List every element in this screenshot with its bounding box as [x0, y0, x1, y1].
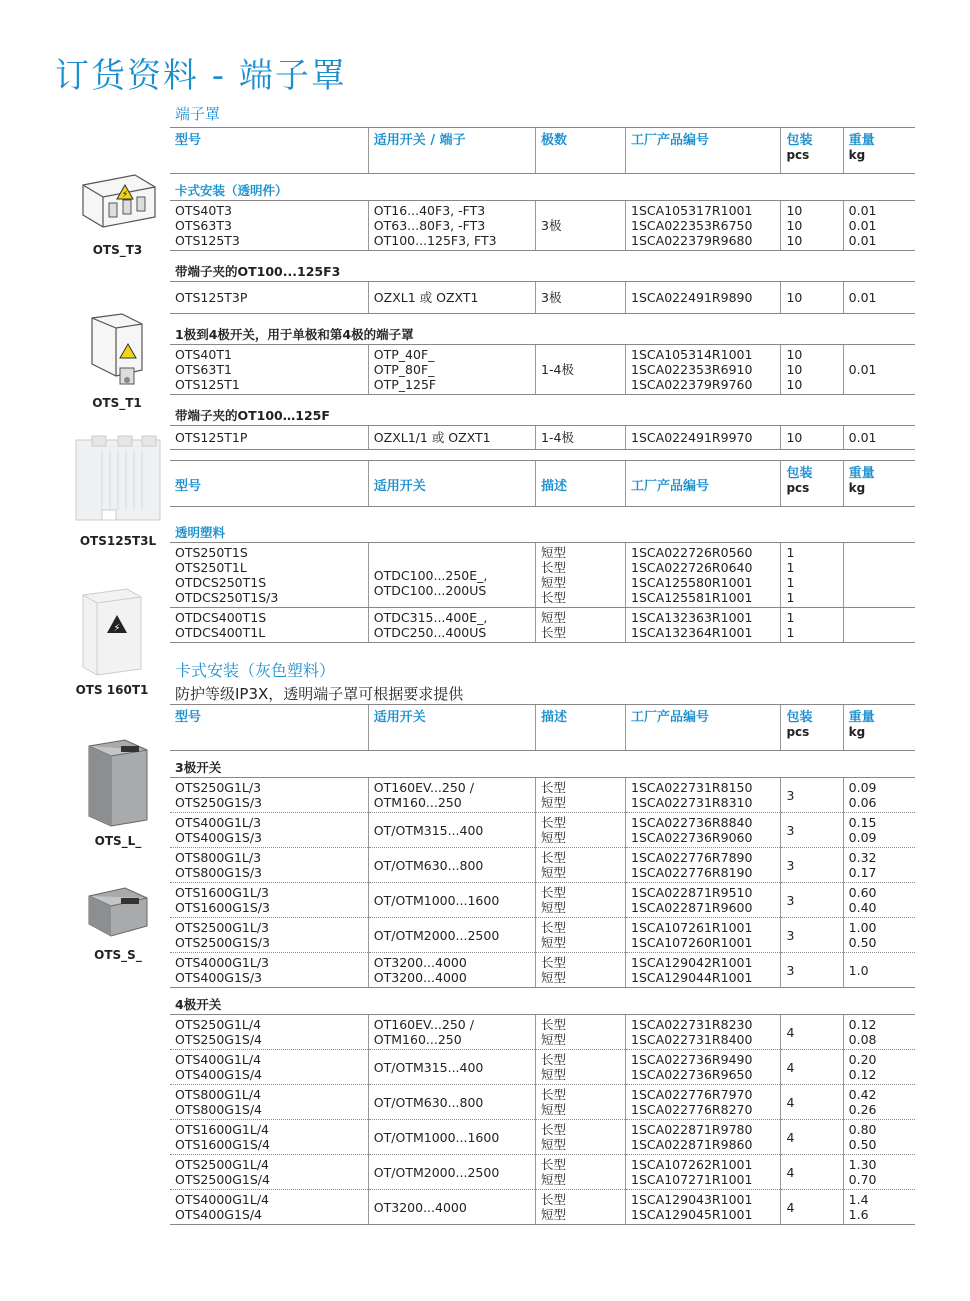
section-title-terminal-covers: 端子罩	[175, 105, 221, 123]
cell-model: OTS40T3 OTS63T3 OTS125T3	[170, 201, 368, 251]
cell-model: OTS4000G1L/3 OTS400G1S/3	[170, 953, 368, 988]
cell-model: OTS4000G1L/4 OTS400G1S/4	[170, 1190, 368, 1225]
cell-weight: 1.0	[843, 953, 915, 988]
header-model: 型号	[170, 705, 368, 751]
cell-desc: 长型 短型	[536, 1190, 626, 1225]
cell-desc: 长型 短型	[536, 1120, 626, 1155]
cell-desc: 长型 短型	[536, 813, 626, 848]
cell-switch: OT16...40F3, -FT3 OT63...80F3, -FT3 OT100...125F3, FT3	[368, 201, 535, 251]
table-row	[170, 608, 915, 643]
table-row	[170, 778, 915, 813]
cell-desc: 长型 短型	[536, 1015, 626, 1050]
cell-code: 1SCA022736R8840 1SCA022736R9060	[626, 813, 781, 848]
cell-code: 1SCA129042R1001 1SCA129044R1001	[626, 953, 781, 988]
header-code: 工厂产品编号	[626, 461, 781, 507]
table-row	[170, 345, 915, 395]
cell-switch: OT/OTM2000...2500	[368, 1155, 535, 1190]
cell-model: OTS400G1L/3 OTS400G1S/3	[170, 813, 368, 848]
header-poles: 极数	[536, 128, 626, 174]
cell-pack: 3	[781, 953, 843, 988]
cell-pack: 1 1	[781, 608, 843, 643]
cell-pack: 3	[781, 918, 843, 953]
header-model: 型号	[170, 461, 368, 507]
cell-code: 1SCA022776R7970 1SCA022776R8270	[626, 1085, 781, 1120]
table-row	[170, 953, 915, 988]
table-row	[170, 848, 915, 883]
cell-code: 1SCA022491R9970	[626, 426, 781, 450]
cell-switch: OTP_40F_ OTP_80F_ OTP_125F	[368, 345, 535, 395]
cell-desc: 长型 短型	[536, 883, 626, 918]
cell-desc: 长型 短型	[536, 1050, 626, 1085]
cell-switch: OT160EV...250 / OTM160...250	[368, 778, 535, 813]
cell-code: 1SCA132363R1001 1SCA132364R1001	[626, 608, 781, 643]
cell-weight: 1.00 0.50	[843, 918, 915, 953]
table-header	[170, 461, 915, 507]
cell-pack: 4	[781, 1190, 843, 1225]
cell-switch: OZXL1/1 或 OZXT1	[368, 426, 535, 450]
cell-weight: 1.30 0.70	[843, 1155, 915, 1190]
cell-code: 1SCA022871R9780 1SCA022871R9860	[626, 1120, 781, 1155]
cell-switch: OT/OTM2000...2500	[368, 918, 535, 953]
table-row	[170, 426, 915, 450]
cell-code: 1SCA105317R1001 1SCA022353R6750 1SCA022379R9680	[626, 201, 781, 251]
cell-pack: 3	[781, 778, 843, 813]
header-switch: 适用开关	[368, 461, 535, 507]
table-header	[170, 128, 915, 174]
cell-desc: 长型 短型	[536, 848, 626, 883]
cell-switch: OT160EV...250 / OTM160...250	[368, 1015, 535, 1050]
transparent-cover-icon	[72, 432, 164, 528]
group-label: 带端子夹的OT100...125F3	[170, 251, 915, 282]
cell-desc: 短型 长型 短型 长型	[536, 543, 626, 608]
table-row	[170, 1190, 915, 1225]
product-label: OTS_S_	[94, 948, 142, 962]
header-pack: 包装 pcs	[781, 461, 843, 507]
cell-poles: 3极	[536, 201, 626, 251]
cell-weight: 0.60 0.40	[843, 883, 915, 918]
header-switch: 适用开关	[368, 705, 535, 751]
cell-model: OTS800G1L/3 OTS800G1S/3	[170, 848, 368, 883]
cell-pack: 3	[781, 813, 843, 848]
header-code: 工厂产品编号	[626, 705, 781, 751]
cell-switch: OT/OTM630...800	[368, 1085, 535, 1120]
cell-model: OTS250T1S OTS250T1L OTDCS250T1S OTDCS250T1S/3	[170, 543, 368, 608]
cell-switch: OT/OTM315...400	[368, 813, 535, 848]
cell-switch: OZXL1 或 OZXT1	[368, 282, 535, 314]
cell-weight: 0.01	[843, 426, 915, 450]
cell-model: OTS125T1P	[170, 426, 368, 450]
cell-model: OTS1600G1L/3 OTS1600G1S/3	[170, 883, 368, 918]
product-ots160t1	[62, 585, 162, 697]
cell-code: 1SCA022491R9890	[626, 282, 781, 314]
cell-weight: 0.09 0.06	[843, 778, 915, 813]
table-header	[170, 705, 915, 751]
table-row	[170, 1155, 915, 1190]
cell-weight	[843, 543, 915, 608]
cell-weight: 0.32 0.17	[843, 848, 915, 883]
table-row	[170, 201, 915, 251]
cell-desc: 短型 长型	[536, 608, 626, 643]
table-row	[170, 883, 915, 918]
page-title: 订货资料 - 端子罩	[55, 56, 347, 96]
group-label: 4极开关	[170, 988, 915, 1015]
table-terminal-covers	[170, 127, 915, 450]
group-label: 透明塑料	[170, 507, 915, 543]
product-ots125t3l	[68, 432, 168, 548]
group-label: 卡式安装（透明件）	[170, 174, 915, 201]
product-ots-t3	[70, 165, 165, 257]
product-ots-s	[78, 884, 158, 962]
table-row	[170, 813, 915, 848]
cell-poles: 1-4极	[536, 426, 626, 450]
group-label: 带端子夹的OT100…125F	[170, 395, 915, 426]
cell-model: OTS40T1 OTS63T1 OTS125T1	[170, 345, 368, 395]
cell-poles: 3极	[536, 282, 626, 314]
cell-code: 1SCA105314R1001 1SCA022353R6910 1SCA022379R9760	[626, 345, 781, 395]
cell-desc: 长型 短型	[536, 778, 626, 813]
cell-desc: 长型 短型	[536, 1155, 626, 1190]
cell-weight: 0.15 0.09	[843, 813, 915, 848]
table-transparent-plastic	[170, 460, 915, 643]
cell-desc: 长型 短型	[536, 953, 626, 988]
table-row	[170, 1120, 915, 1155]
svg-text:⚡: ⚡	[113, 623, 121, 634]
header-weight: 重量 kg	[843, 128, 915, 174]
cell-model: OTS125T3P	[170, 282, 368, 314]
cell-desc: 长型 短型	[536, 1085, 626, 1120]
header-switch: 适用开关 / 端子	[368, 128, 535, 174]
cell-code: 1SCA022731R8230 1SCA022731R8400	[626, 1015, 781, 1050]
cell-switch: OT/OTM630...800	[368, 848, 535, 883]
section-title-grey-plastic: 卡式安装（灰色塑料）	[175, 661, 336, 680]
cell-weight: 0.20 0.12	[843, 1050, 915, 1085]
cell-switch: OT3200...4000	[368, 1190, 535, 1225]
cell-model: OTS2500G1L/4 OTS2500G1S/4	[170, 1155, 368, 1190]
terminal-cover-3pole-icon	[75, 165, 161, 237]
table-row	[170, 543, 915, 608]
header-desc: 描述	[536, 705, 626, 751]
grey-cover-short-icon	[85, 884, 151, 942]
cell-model: OTS800G1L/4 OTS800G1S/4	[170, 1085, 368, 1120]
table-row	[170, 1050, 915, 1085]
cell-weight: 0.12 0.08	[843, 1015, 915, 1050]
cell-pack: 10	[781, 282, 843, 314]
cell-switch: OT/OTM315...400	[368, 1050, 535, 1085]
cell-model: OTS250G1L/3 OTS250G1S/3	[170, 778, 368, 813]
header-model: 型号	[170, 128, 368, 174]
cell-pack: 4	[781, 1085, 843, 1120]
table-row	[170, 282, 915, 314]
cell-switch: OTDC100...250E_, OTDC100...200US	[368, 543, 535, 608]
product-ots-l	[78, 736, 158, 848]
svg-text:⚡: ⚡	[121, 190, 128, 200]
cell-weight: 0.01	[843, 282, 915, 314]
cell-weight: 1.4 1.6	[843, 1190, 915, 1225]
group-label: 1极到4极开关，用于单极和第4极的端子罩	[170, 314, 915, 345]
cell-model: OTS2500G1L/3 OTS2500G1S/3	[170, 918, 368, 953]
cell-code: 1SCA022736R9490 1SCA022736R9650	[626, 1050, 781, 1085]
cell-weight: 0.42 0.26	[843, 1085, 915, 1120]
cell-model: OTS250G1L/4 OTS250G1S/4	[170, 1015, 368, 1050]
cell-pack: 4	[781, 1120, 843, 1155]
cell-switch: OT3200...4000 OT3200...4000	[368, 953, 535, 988]
cell-model: OTS400G1L/4 OTS400G1S/4	[170, 1050, 368, 1085]
cell-pack: 10	[781, 426, 843, 450]
cell-weight: 0.80 0.50	[843, 1120, 915, 1155]
cell-code: 1SCA022871R9510 1SCA022871R9600	[626, 883, 781, 918]
cell-pack: 1 1 1 1	[781, 543, 843, 608]
product-ots-t1	[72, 310, 162, 410]
terminal-cover-1pole-icon	[82, 310, 152, 390]
table-row	[170, 1085, 915, 1120]
product-label: OTS 160T1	[75, 683, 149, 697]
cell-code: 1SCA107261R1001 1SCA107260R1001	[626, 918, 781, 953]
section-note: 防护等级IP3X，透明端子罩可根据要求提供	[175, 685, 464, 703]
single-pole-cover-icon	[77, 585, 147, 677]
group-label: 3极开关	[170, 751, 915, 778]
cell-pack: 3	[781, 848, 843, 883]
cell-weight: 0.01 0.01 0.01	[843, 201, 915, 251]
cell-weight	[843, 608, 915, 643]
table-row	[170, 918, 915, 953]
cell-pack: 3	[781, 883, 843, 918]
header-pack: 包装 pcs	[781, 705, 843, 751]
product-label: OTS125T3L	[79, 534, 157, 548]
cell-code: 1SCA129043R1001 1SCA129045R1001	[626, 1190, 781, 1225]
cell-pack: 4	[781, 1050, 843, 1085]
header-pack: 包装 pcs	[781, 128, 843, 174]
cell-pack: 4	[781, 1155, 843, 1190]
cell-switch: OTDC315...400E_, OTDC250...400US	[368, 608, 535, 643]
header-code: 工厂产品编号	[626, 128, 781, 174]
cell-code: 1SCA022776R7890 1SCA022776R8190	[626, 848, 781, 883]
product-label: OTS_L_	[94, 834, 142, 848]
cell-model: OTS1600G1L/4 OTS1600G1S/4	[170, 1120, 368, 1155]
cell-pack: 10 10 10	[781, 201, 843, 251]
product-label: OTS_T1	[92, 396, 142, 410]
cell-desc: 长型 短型	[536, 918, 626, 953]
header-weight: 重量 kg	[843, 705, 915, 751]
table-row	[170, 1015, 915, 1050]
cell-code: 1SCA022726R0560 1SCA022726R0640 1SCA125580R1001 1SCA125581R1001	[626, 543, 781, 608]
grey-cover-long-icon	[85, 736, 151, 828]
product-label: OTS_T3	[92, 243, 143, 257]
cell-code: 1SCA107262R1001 1SCA107271R1001	[626, 1155, 781, 1190]
cell-pack: 4	[781, 1015, 843, 1050]
cell-model: OTDCS400T1S OTDCS400T1L	[170, 608, 368, 643]
cell-code: 1SCA022731R8150 1SCA022731R8310	[626, 778, 781, 813]
header-desc: 描述	[536, 461, 626, 507]
cell-poles: 1-4极	[536, 345, 626, 395]
header-weight: 重量 kg	[843, 461, 915, 507]
table-grey-plastic	[170, 704, 915, 1225]
cell-switch: OT/OTM1000...1600	[368, 1120, 535, 1155]
cell-pack: 10 10 10	[781, 345, 843, 395]
cell-weight: 0.01	[843, 345, 915, 395]
cell-switch: OT/OTM1000...1600	[368, 883, 535, 918]
